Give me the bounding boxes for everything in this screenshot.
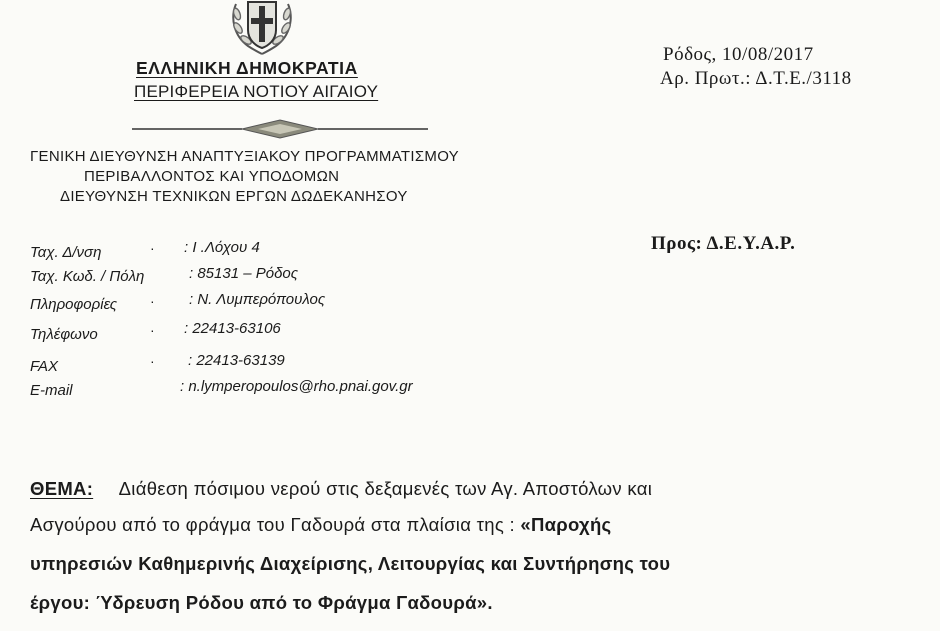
- place-date: Ρόδος, 10/08/2017: [663, 44, 814, 65]
- subject-line-1: [30, 478, 652, 500]
- recipient: Προς: Δ.Ε.Υ.Α.Ρ.: [651, 233, 796, 254]
- postal-value: : 85131 – Ρόδος: [189, 265, 299, 282]
- email-value: : n.lymperopoulos@rho.pnai.gov.gr: [180, 378, 413, 395]
- subject-text-2-bold: «Παροχής: [520, 514, 612, 535]
- fax-dot: ·: [150, 353, 155, 369]
- subject-line-4: έργου: Ύδρευση Ρόδου από το Φράγμα Γαδουρά».: [30, 592, 493, 613]
- subject-text-2: Ασγούρου από το φράγμα του Γαδουρά στα πλαίσια της :: [30, 514, 521, 535]
- department-line-1: ΓΕΝΙΚΗ ΔΙΕΥΘΥΝΣΗ ΑΝΑΠΤΥΞΙΑΚΟΥ ΠΡΟΓΡΑΜΜΑΤΙΣΜΟΥ: [30, 148, 459, 165]
- info-dot: ·: [150, 293, 155, 309]
- phone-value: : 22413-63106: [184, 320, 281, 337]
- phone-dot: ·: [150, 322, 155, 338]
- fax-value: : 22413-63139: [188, 352, 285, 369]
- region-title: ΠΕΡΙΦΕΡΕΙΑ ΝΟΤΙΟΥ ΑΙΓΑΙΟΥ: [134, 82, 379, 101]
- department-line-3: ΔΙΕΥΘΥΝΣΗ ΤΕΧΝΙΚΩΝ ΕΡΓΩΝ ΔΩΔΕΚΑΝΗΣΟΥ: [60, 188, 408, 205]
- fax-label: FAX: [30, 358, 59, 375]
- greek-emblem-icon: [228, 0, 296, 56]
- subject-text-1: Διάθεση πόσιμου νερού στις δεξαμενές των Αγ. Αποστόλων και: [118, 478, 653, 499]
- subject-label: ΘΕΜΑ:: [30, 478, 94, 499]
- postal-label: Ταχ. Κωδ. / Πόλη: [30, 268, 145, 285]
- subject-line-2: [30, 514, 611, 536]
- ornament-divider: [130, 118, 430, 140]
- phone-label: Τηλέφωνο: [30, 326, 98, 343]
- email-label: E-mail: [30, 382, 73, 399]
- address-dot: ·: [150, 240, 155, 256]
- info-label: Πληροφορίες: [30, 296, 118, 313]
- info-value: : Ν. Λυμπερόπουλος: [189, 291, 326, 308]
- republic-title: ΕΛΛΗΝΙΚΗ ΔΗΜΟΚΡΑΤΙΑ: [136, 58, 358, 78]
- address-label: Ταχ. Δ/νση: [30, 244, 102, 261]
- address-value: : Ι .Λόχου 4: [184, 239, 260, 256]
- subject-line-3: υπηρεσιών Καθημερινής Διαχείρισης, Λειτουργίας και Συντήρησης του: [30, 553, 671, 574]
- department-line-2: ΠΕΡΙΒΑΛΛΟΝΤΟΣ ΚΑΙ ΥΠΟΔΟΜΩΝ: [84, 168, 340, 185]
- protocol-number: Αρ. Πρωτ.: Δ.Τ.Ε./3118: [660, 68, 852, 89]
